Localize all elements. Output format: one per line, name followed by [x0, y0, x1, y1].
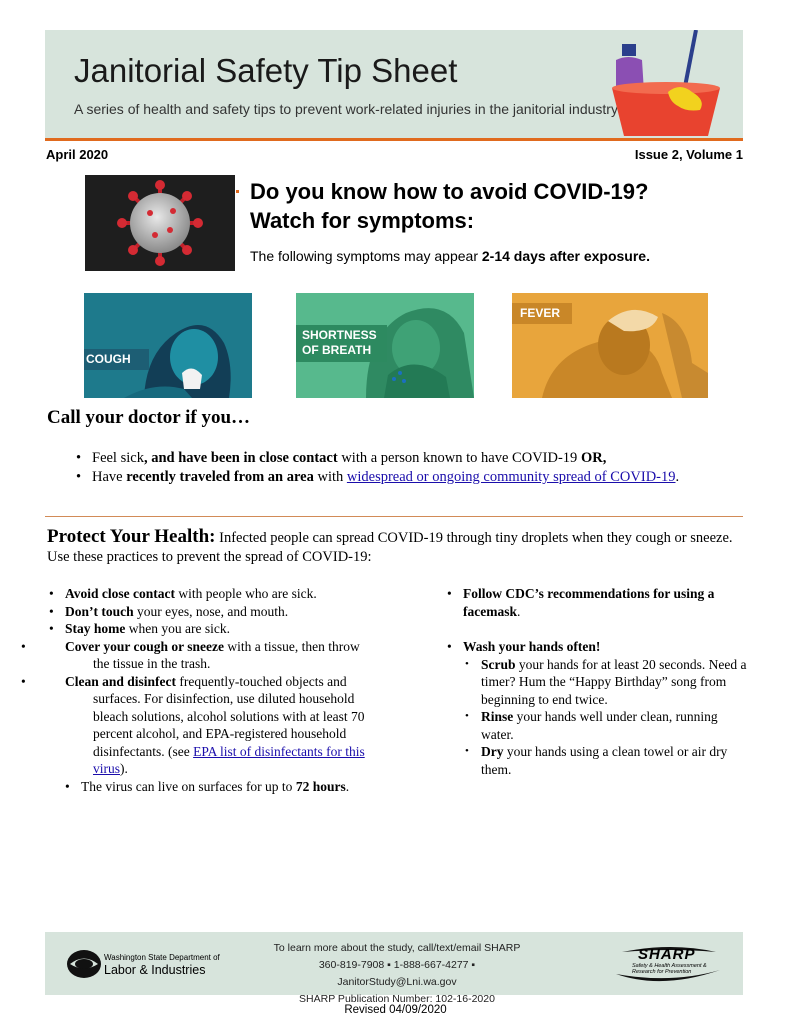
issue-number: Issue 2, Volume 1	[634, 147, 743, 162]
list-item	[445, 638, 750, 778]
contact-line-3: SHARP Publication Number: 102-16-2020	[299, 993, 495, 1005]
bold-text: Cover your cough or sneeze	[65, 638, 224, 654]
list-item	[463, 656, 750, 709]
item-text: your hands for at least 20 seconds. Need a timer? Hum the “Happy Birthday” song from beginning to end twice.	[481, 656, 747, 707]
facemask-text: Follow CDC’s recommendations for using a facemask	[463, 586, 715, 619]
call-item1-d: OR,	[580, 450, 607, 466]
page-title: Janitorial Safety Tip Sheet	[74, 52, 458, 89]
virus-image	[85, 175, 235, 271]
call-item2-c: with	[313, 469, 347, 485]
call-doctor-list	[74, 449, 734, 487]
list-item	[47, 673, 377, 778]
shortness-of-breath-illustration	[296, 293, 474, 398]
contact-line-1: To learn more about the study, call/text/email SHARP	[273, 942, 521, 954]
sharp-tagline: Safety & Health Assessment & Research for Prevention	[632, 963, 707, 975]
list-item	[74, 468, 734, 487]
item-text: with a tissue, then throw the tissue in the trash.	[93, 638, 360, 671]
page-subtitle: A series of health and safety tips to prevent work-related injuries in the janitorial industry	[74, 101, 618, 117]
main-headline	[250, 177, 648, 235]
protect-paragraph	[47, 527, 747, 567]
sharp-logo-text: SHARP	[638, 946, 696, 963]
list-item	[47, 638, 377, 673]
symptom-label-cough: COUGH	[84, 349, 149, 370]
bold-text: Scrub	[481, 656, 516, 672]
list-item	[63, 778, 377, 796]
bold-text: Rinse	[481, 709, 514, 724]
list-item	[463, 743, 750, 778]
sob-line-1: SHORTNESS	[302, 328, 377, 342]
orange-dot	[236, 190, 239, 193]
item-text: The virus can live on surfaces for up to	[81, 778, 296, 794]
lni-name: Labor & Industries	[104, 963, 206, 977]
list-item	[74, 449, 734, 468]
symptom-label-fever: FEVER	[512, 303, 572, 324]
sob-line-2: OF BREATH	[302, 343, 372, 357]
lni-small-text: Washington State Department of	[104, 953, 220, 962]
bold-text: Stay home	[65, 621, 126, 636]
item-text: .	[345, 778, 350, 794]
call-item1-c: with a person known to have COVID-19	[337, 450, 581, 466]
headline-line-1: Do you know how to avoid COVID-19?	[250, 179, 649, 204]
call-item2-b: recently traveled from an area	[126, 469, 314, 485]
lead-bold: 2-14 days after exposure.	[481, 248, 650, 264]
protect-text: Infected people can spread COVID-19 through tiny droplets when they cough or sneeze. Use these practices to prevent the spread of COVID-19:	[47, 530, 733, 565]
hygiene-list	[445, 585, 750, 778]
list-item	[47, 585, 377, 603]
section-divider	[45, 516, 743, 517]
cleaning-bucket-icon	[608, 30, 728, 138]
item-text: your hands using a clean towel or air dry them.	[481, 744, 728, 777]
item-text: when you are sick.	[125, 621, 230, 636]
bold-text: Clean and disinfect	[65, 673, 177, 689]
item-text: your eyes, nose, and mouth.	[133, 603, 289, 619]
call-item2-end: .	[675, 469, 680, 485]
item-text: .	[517, 603, 521, 619]
epa-disinfectants-link[interactable]: EPA list of disinfectants for this virus	[93, 743, 365, 776]
item-text: frequently-touched objects and surfaces. For disinfection, use diluted household bleach solutions, alcohol solutions with at least 70 percent alcohol, and EPA-registered household disinfectants. (see	[93, 673, 365, 759]
fever-illustration	[512, 293, 708, 398]
wash-hands-text: Wash your hands often!	[463, 639, 601, 654]
cough-illustration	[84, 293, 252, 398]
lead-text: The following symptoms may appear	[250, 248, 482, 264]
headline-line-2: Watch for symptoms:	[250, 208, 475, 233]
call-item1-b: , and have been in close contact	[143, 450, 338, 466]
symptom-lead	[250, 248, 650, 264]
bold-text: Avoid close contact	[65, 586, 175, 601]
handwash-steps	[463, 656, 750, 779]
issue-date: April 2020	[46, 147, 109, 162]
bold-text: Dry	[481, 744, 504, 759]
call-doctor-heading: Call your doctor if you…	[47, 407, 251, 428]
call-item2-a: Have	[92, 469, 127, 485]
contact-info	[262, 940, 532, 1008]
community-spread-link[interactable]: widespread or ongoing community spread of COVID-19	[346, 469, 676, 485]
contact-line-2: 360-819-7908 ▪ 1-888-667-4277 ▪ JanitorStudy@Lni.wa.gov	[318, 959, 476, 988]
list-item	[445, 585, 750, 620]
item-text: ).	[120, 761, 128, 776]
revised-date: Revised 04/09/2020	[344, 1004, 447, 1016]
protect-heading: Protect Your Health:	[47, 526, 216, 547]
symptom-label-shortness-of-breath	[296, 325, 387, 362]
list-item	[47, 603, 377, 621]
list-item	[47, 620, 377, 638]
prevention-list	[47, 585, 377, 795]
item-text: your hands well under clean, running water.	[481, 709, 718, 742]
call-item1-a: Feel sick	[92, 450, 144, 466]
item-text: with people who are sick.	[174, 586, 317, 601]
lni-logo-icon	[66, 949, 102, 979]
bold-text: 72 hours	[295, 778, 346, 794]
list-item	[463, 708, 750, 743]
bold-text: Don’t touch	[65, 603, 134, 619]
